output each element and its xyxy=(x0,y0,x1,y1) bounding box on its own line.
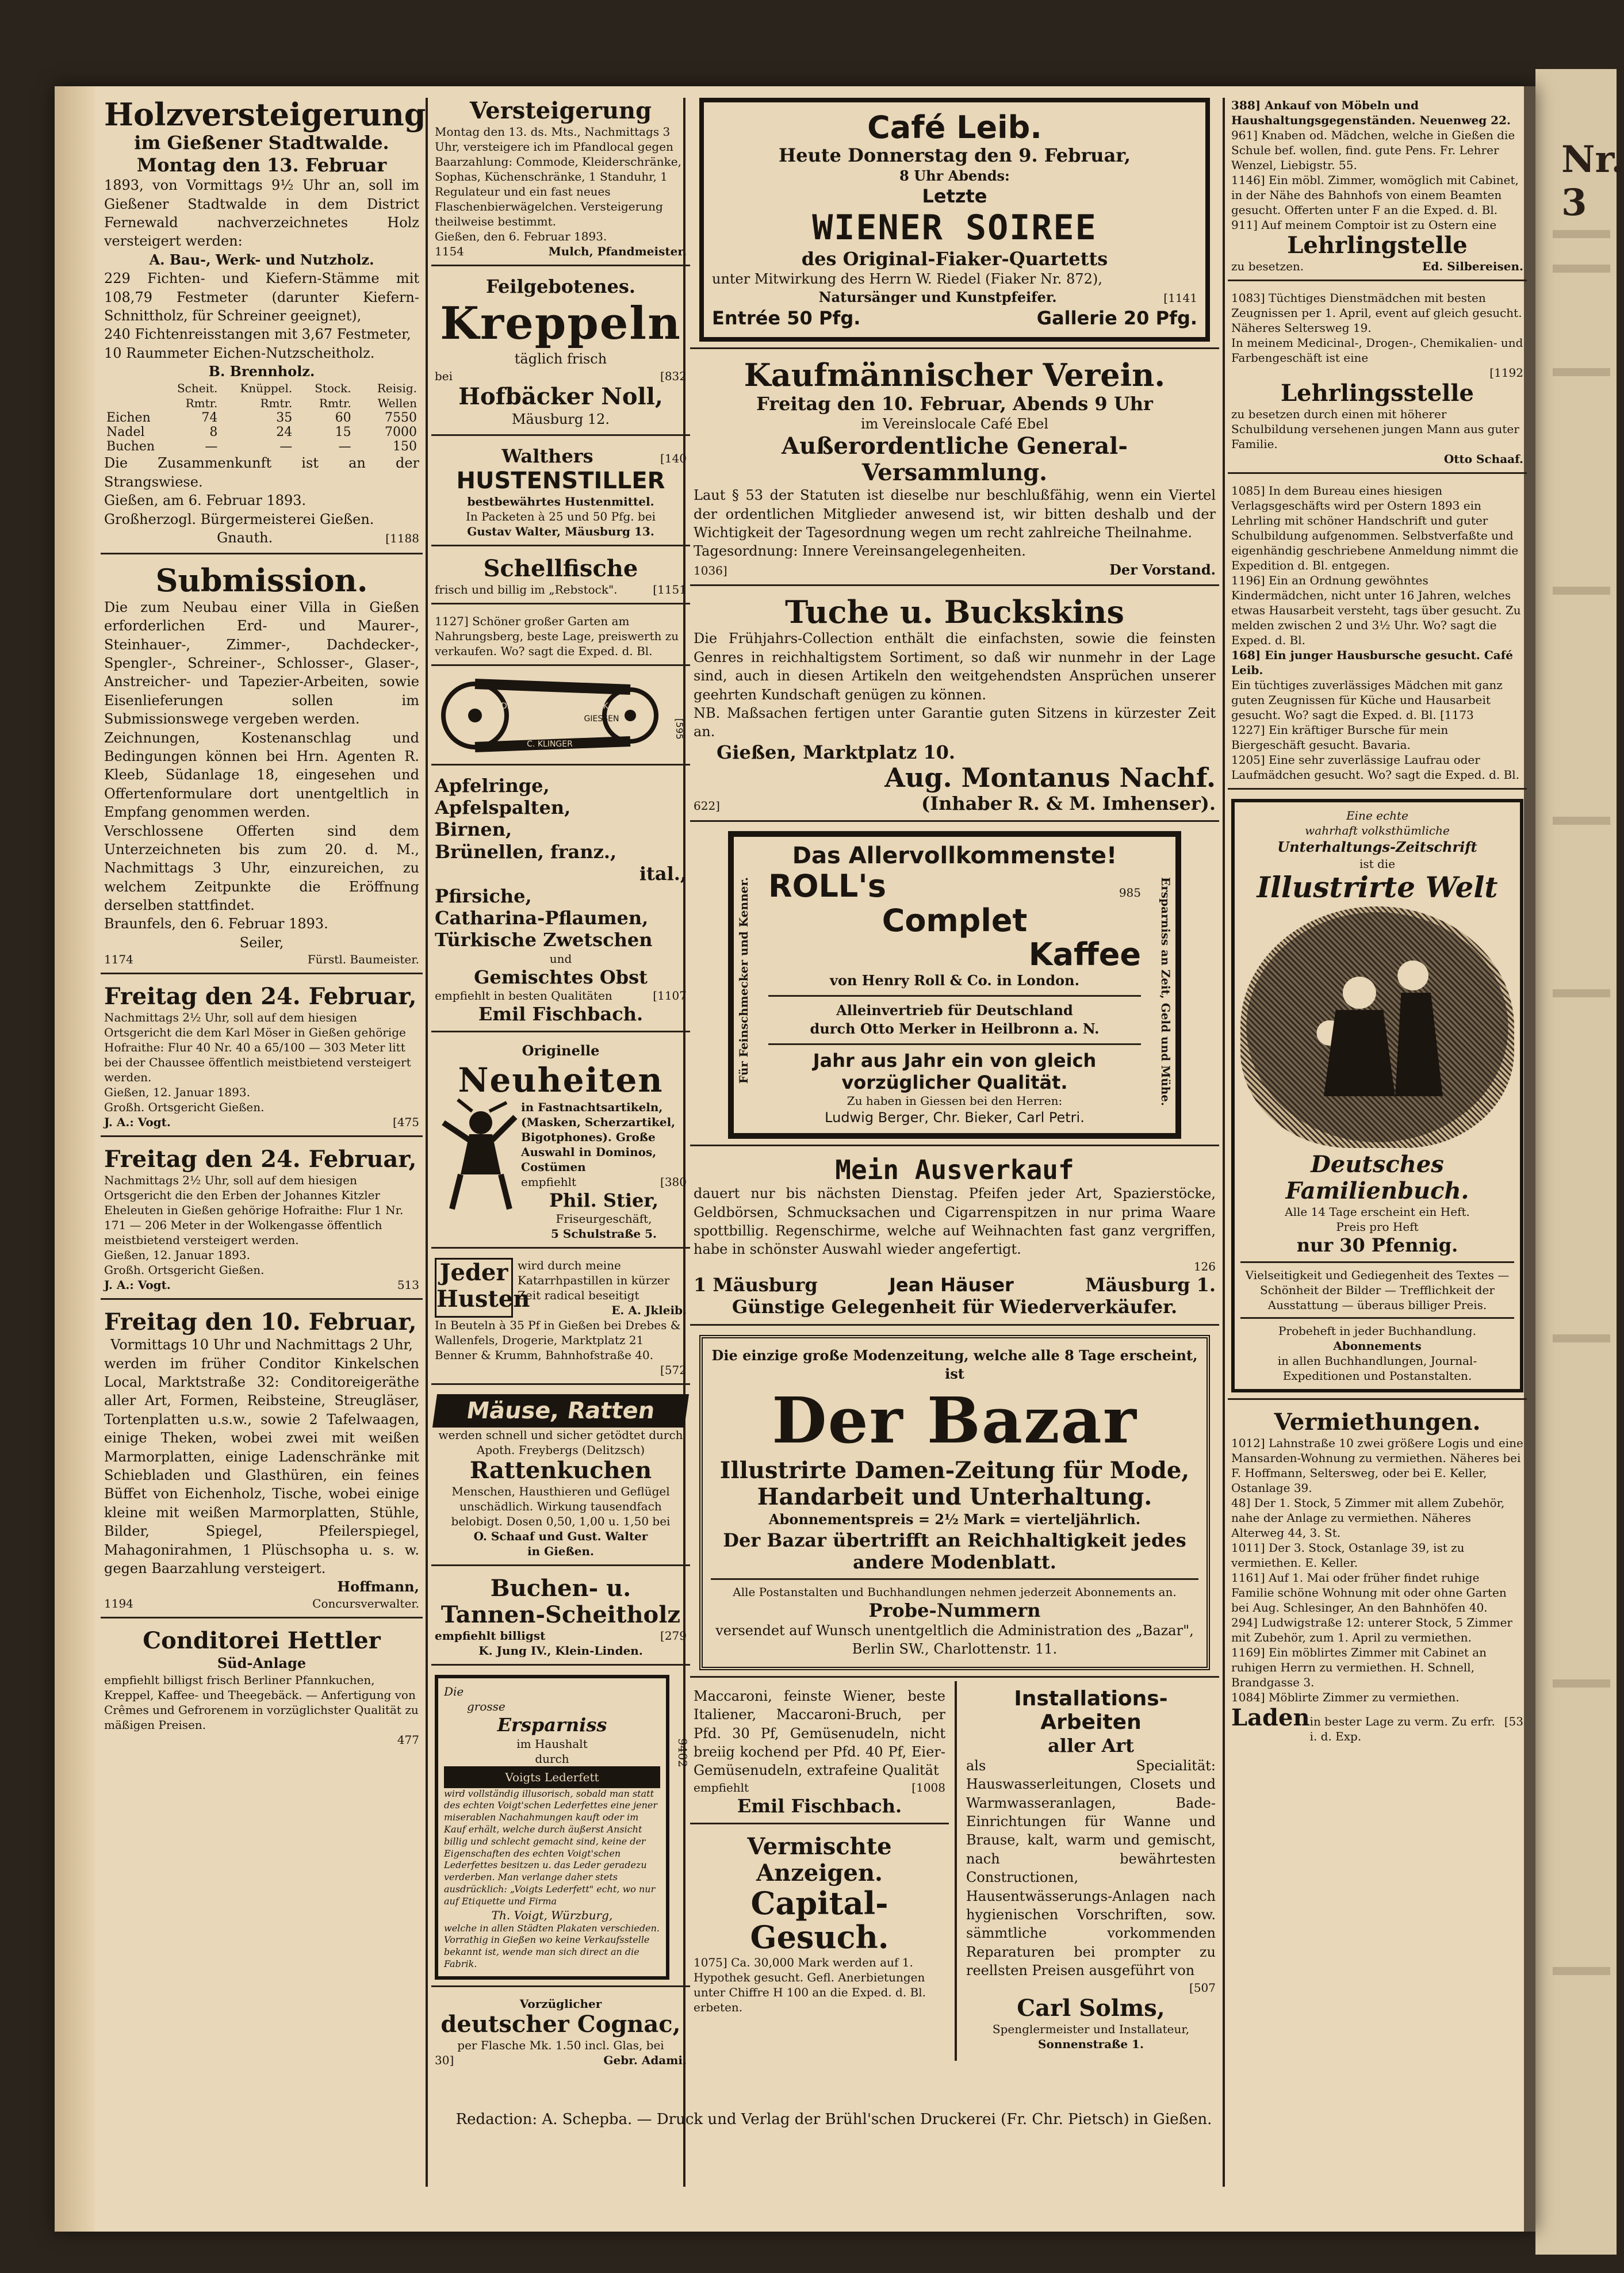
imprint-footer: Redaction: A. Schepba. — Druck und Verlag der Brühl'schen Druckerei (Fr. Chr. Pietsch) in Gießen. xyxy=(455,2111,1212,2128)
ad-number: 477 xyxy=(397,1732,419,1747)
obst-item: Türkische Zwetschen xyxy=(435,929,653,951)
ad-number: [380 xyxy=(660,1174,687,1189)
neuheiten-ad xyxy=(431,1036,690,1249)
small-ads xyxy=(1228,477,1527,790)
lehrling-body: zu besetzen durch einen mit höherer Schulbildung versehenen jungen Mann aus guter Familie. xyxy=(1231,407,1519,451)
illu-pre: Unterhaltungs-Zeitschrift xyxy=(1277,839,1477,855)
husten-body2: In Beuteln à 35 Pf in Gießen bei Drebes & Wallenfels, Drogerie, Marktplatz 21 Benner & Krumm, Bahnhofstraße 40. xyxy=(435,1318,681,1363)
installations-ad xyxy=(963,1681,1219,2057)
small-ad: 911] Auf meinem Comptoir ist zu Ostern eine xyxy=(1231,218,1497,232)
belt-text: GIESSEN xyxy=(584,714,619,724)
ausverkauf-footer: Günstige Gelegenheit für Wiederverkäufer. xyxy=(731,1296,1178,1318)
illu-frequency: Alle 14 Tage erscheint ein Heft. xyxy=(1285,1205,1470,1219)
scheitholz-body: empfiehlt billigst xyxy=(435,1629,546,1643)
garten-ad xyxy=(431,608,690,666)
husten-title: Jeder Husten xyxy=(435,1258,513,1318)
auction-sign: Großh. Ortsgericht Gießen. xyxy=(104,1100,265,1115)
cafe-line: des Original-Fiaker-Quartetts xyxy=(801,247,1108,270)
small-ad: 961] Knaben od. Mädchen, welche in Gießen die Schule bef. wollen, find. gute Pens. Fr. Lehrer Wenzel, Liebigstr. 55. xyxy=(1231,128,1515,172)
roll-claim: Jahr aus Jahr ein von gleich vorzüglicher Qualität. xyxy=(813,1049,1097,1093)
illu-title: Illustrirte Welt xyxy=(1257,870,1498,905)
auction-place: Gießen, 12. Januar 1893. xyxy=(104,1085,250,1100)
holz-section-a: A. Bau-, Werk- und Nutzholz. xyxy=(149,251,374,268)
ad-number: 1075] xyxy=(694,1955,727,1969)
lehrling-title: Lehrlingsstelle xyxy=(1281,380,1474,407)
obst-item: Brünellen, franz., xyxy=(435,840,617,863)
cafe-line: 8 Uhr Abends: xyxy=(899,167,1010,184)
bazar-ad xyxy=(690,1329,1219,1678)
schellfische-title: Schellfische xyxy=(483,554,638,582)
kreppeln-ad xyxy=(431,270,690,436)
lederfett-line: Ersparniss xyxy=(497,1714,607,1736)
vermiet-item: 1161] Auf 1. Mai oder früher findet ruhige Familie schöne Wohnung mit oder ohne Garten bei Aug. Schlesinger, An den Bahnhöfen 40. xyxy=(1231,1570,1507,1614)
ad-number: [475 xyxy=(393,1115,419,1130)
husten-who: E. A. Jkleib. xyxy=(611,1303,687,1318)
ausverkauf-address2: Mäusburg 1. xyxy=(1085,1273,1216,1296)
cognac-title: deutscher Cognac, xyxy=(441,2010,681,2038)
neuheiten-address: 5 Schulstraße 5. xyxy=(551,1227,657,1241)
neuheiten-title: Neuheiten xyxy=(458,1060,664,1100)
ad-number: 30] xyxy=(435,2053,454,2067)
tuche-title: Tuche u. Buckskins xyxy=(785,594,1124,631)
verein-title2: Außerordentliche General-Versammlung. xyxy=(782,433,1128,487)
small-ad: 1083] Tüchtiges Dienstmädchen mit besten Zeugnissen per 1. April, event auf gleich gesucht. Näheres Seltersweg 19. xyxy=(1231,291,1522,335)
vermiet-item: 1011] Der 3. Stock, Ostanlage 39, ist zu vermiethen. E. Keller. xyxy=(1231,1540,1465,1570)
illu-abo: Abonnements xyxy=(1333,1338,1422,1353)
holz-date: Montag den 13. Februar xyxy=(136,154,387,176)
maccaroni-body: Maccaroni, feinste Wiener, beste Italiener, Maccaroni-Bruch, per Pfd. 30 Pf, Gemüsenudeln, nicht breiig kochend per Pfd. 40 Pf, Eier-Gemüsenudeln, extrafeine Qualität xyxy=(694,1687,945,1779)
ad-number: 1127] xyxy=(435,614,469,628)
versteigerung-title: Versteigerung xyxy=(469,97,652,124)
small-ad: 1146] Ein möbl. Zimmer, womöglich mit Cabinet, in der Nähe des Bahnhofs von einem Beamten gesucht. Offerten unter F an die Exped. d. Bl. xyxy=(1231,173,1519,217)
ad-number: [279 xyxy=(660,1629,687,1643)
roll-dist: Alleinvertrieb für Deutschland xyxy=(836,1001,1073,1019)
column-rule xyxy=(426,98,428,2187)
tuche-body: Die Frühjahrs-Collection enthält die einfachsten, sowie die feinsten Genres in reichhaltigstem Sortiment, so daß wir nunmehr in der Lage sind, auch in diesen Artikeln den weitgehendsten Ansprüchen unserer geehrten Kundschaft genügen zu können. xyxy=(694,630,1216,703)
ad-number: 9402 xyxy=(676,1738,690,1768)
submission-body: Zeichnungen, Kostenanschlag und Bedingungen können bei Hrn. Agenten R. Kleeb, Südanlage 18, eingesehen und Offertenformulare dort unentgeltlich in Empfang genommen werden. xyxy=(104,729,419,821)
kreppeln-title: Kreppeln xyxy=(440,297,681,350)
inst-address: Sonnenstraße 1. xyxy=(1038,2037,1144,2051)
ausverkauf-address: 1 Mäusburg xyxy=(694,1273,818,1296)
small-ads xyxy=(1228,285,1527,474)
belt-text: C. KLINGER xyxy=(527,739,573,749)
conditorei-body: empfiehlt billigst frisch Berliner Pfannkuchen, Kreppel, Kaffee- und Theegebäck. — Anfertigung von Crêmes und Gefrorenem in vorzüglichster Qualität zu mäßigen Preisen. xyxy=(104,1673,419,1732)
neuheiten-body: in Fastnachtsartikeln, (Masken, Scherzartikel, Bigotphones). Große Auswahl in Dominos, Costümen xyxy=(521,1100,676,1174)
ad-number: [140 xyxy=(660,451,687,466)
lederfett-brand: Voigts Lederfett xyxy=(444,1766,660,1788)
auction-body: werden im früher Conditor Kinkelschen Local, Marktstraße 32: Conditoreigeräthe aller Art, Formen, Reibsteine, Streugläser, Tortenplatten u.s.w., sowie 2 Tafelwaagen, einige Theken, wobei zwei mit weißen Marmorplatten, einige Ladenschränke mit Schiebladen und Glasthüren, ein feines Büffet von Eichenholz, Tische, wobei einige kleine mit weißen Marmorplatten, Stühle, Bilder, Spiegel, Pfeilerspiegel, Mahagonirahmen, 1 Plüschsopha u. s. w. gegen Baarzahlung versteigert. xyxy=(104,1355,419,1576)
roll-maker: von Henry Roll & Co. in London. xyxy=(830,972,1079,989)
ad-number: [1107 xyxy=(653,989,687,1003)
bazar-price: Abonnementspreis = 2½ Mark = vierteljährlich. xyxy=(768,1511,1141,1528)
holz-section-b: B. Brennholz. xyxy=(208,363,315,380)
auction-signer: J. A.: Vogt. xyxy=(104,1115,171,1130)
bazar-subscribe: Alle Postanstalten und Buchhandlungen nehmen jederzeit Abonnements an. xyxy=(733,1585,1177,1599)
versteigerung-ad xyxy=(431,92,690,266)
bazar-subtitle: Illustrirte Damen-Zeitung für Mode, Handarbeit und Unterhaltung. xyxy=(719,1457,1190,1511)
garten-body: Schöner großer Garten am Nahrungsberg, beste Lage, preiswerth zu verkaufen. Wo? sagt die Exped. d. Bl. xyxy=(435,614,679,658)
maccaroni-ad xyxy=(690,1681,949,1824)
lederfett-body: wird vollständig illusorisch, sobald man statt des echten Voigt'schen Lederfettes eine jener miserablen Nachahmungen kauft oder im Kauf erhält, welche durch äußerst Ansicht billig und schlecht gemacht sind, keine der Eigenschaften des echten Voigt'schen Lederfettes besitzen u. das Leder geradezu verderben. Man verlange daher stets ausdrücklich: „Voigts Lederfett" echt, wo nur auf Etiquette und Firma xyxy=(444,1788,658,1907)
adjacent-page-spine xyxy=(1535,69,1624,2255)
hustenstiller-ad xyxy=(431,439,690,546)
holz-item: 240 Fichtenreisstangen mit 3,67 Festmeter, xyxy=(104,326,411,343)
small-ad: 388] Ankauf von Möbeln und Haushaltungsgegenständen. Neuenweg 22. xyxy=(1231,98,1511,127)
vermiet-item: 48] Der 1. Stock, 5 Zimmer mit allem Zubehör, nahe der Anlage zu vermiethen. Näheres Alterweg 44, 3. St. xyxy=(1231,1495,1505,1540)
auction-signer: Hoffmann, xyxy=(337,1578,419,1595)
verein-agenda: Tagesordnung: Innere Vereinsangelegenheiten. xyxy=(694,543,1026,560)
vermiet-item: 1012] Lahnstraße 10 zwei größere Logis und eine Mansarden-Wohnung zu vermiethen. Näheres bei F. Hoffmann, Seltersweg, oder bei E. Keller, Ostanlage 39. xyxy=(1231,1436,1523,1495)
cafe-entry: Entrée 50 Pfg. xyxy=(712,307,861,329)
lehrling-body: zu besetzen. xyxy=(1231,259,1304,273)
lederfett-line: Die xyxy=(444,1685,464,1699)
capital-body: Ca. 30,000 Mark werden auf 1. Hypothek gesucht. Gefl. Anerbietungen unter Chiffre H 100 an die Exped. d. Bl. erbeten. xyxy=(694,1955,926,2014)
ausverkauf-body: dauert nur bis nächsten Dienstag. Pfeifen jeder Art, Spazierstöcke, Geldbörsen, Schmucksachen und Cigarrenspitzen in nur prima Waare spottbillig. Regenschirme, welche auf Weihnachten fast ganz vergriffen, habe in schönster Auswahl wieder angefertigt. xyxy=(694,1185,1216,1258)
section-heading: Feilgebotenes. xyxy=(485,275,635,297)
hustenstiller-subtitle: bestbewährtes Hustenmittel. xyxy=(467,494,654,508)
ad-number: [507 xyxy=(1189,1980,1216,1995)
maccaroni-who: Emil Fischbach. xyxy=(737,1794,902,1817)
roll-title: Kaffee xyxy=(1028,936,1141,973)
vermiet-item: 1084] Möblirte Zimmer zu vermiethen. xyxy=(1231,1690,1460,1704)
tuche-place: Gießen, Marktplatz 10. xyxy=(717,741,956,763)
table-row: Nadel 8 24 15 7000 xyxy=(106,425,417,440)
schellfische-body: frisch und billig im „Rebstock". xyxy=(435,582,618,596)
ad-number: [1008 xyxy=(911,1780,945,1794)
small-ads xyxy=(1228,92,1527,281)
hustenstiller-maker: Walthers xyxy=(501,445,593,468)
scheitholz-title: Buchen- u. Tannen-Scheitholz xyxy=(441,1575,681,1629)
auction-title: Freitag den 10. Februar, xyxy=(104,1308,417,1336)
holz-item: 10 Raummeter Eichen-Nutzscheitholz. xyxy=(104,345,375,361)
illu-subtitle: Deutsches Familienbuch. xyxy=(1285,1151,1469,1205)
lehrling-who: Otto Schaaf. xyxy=(1443,452,1523,466)
vermiet-item: 294] Ludwigstraße 12: unterer Stock, 5 Zimmer mit Zubehör, zum 1. April zu vermiethen. xyxy=(1231,1615,1512,1644)
auction-ad xyxy=(101,978,423,1137)
scheitholz-ad xyxy=(431,1570,690,1666)
kreppeln-subtitle: täglich frisch xyxy=(514,351,607,368)
belt-text: LEDER-TREIB-RIEMEN-FABRIK xyxy=(491,701,608,711)
laden-title: Laden xyxy=(1231,1704,1310,1731)
small-ad: 1205] Eine sehr zuverlässige Laufrau oder Laufmädchen gesucht. Wo? sagt die Exped. d. Bl. xyxy=(1231,753,1520,782)
holz-item: 229 Fichten- und Kiefern-Stämme mit 108,79 Festmeter (darunter Kiefern-Schnittholz, für Schreiner geeignet), xyxy=(104,270,419,324)
bazar-head: Die einzige große Modenzeitung, welche alle 8 Tage erscheint, ist xyxy=(711,1346,1198,1382)
family-illustration-icon xyxy=(1240,906,1514,1148)
obst-item: Apfelringe, xyxy=(435,774,550,797)
illu-price-prefix: Preis pro Heft xyxy=(1336,1220,1419,1234)
table-row: Eichen 74 35 60 7550 xyxy=(106,411,417,426)
kreppeln-who: Hofbäcker Noll, xyxy=(458,382,663,410)
tuche-ad xyxy=(690,590,1219,822)
tuche-owner: (Inhaber R. & M. Imhenser). xyxy=(921,792,1216,814)
auction-subtitle: Vormittags 10 Uhr und Nachmittags 2 Uhr, xyxy=(110,1337,413,1353)
adjacent-page-number: Nr. 3 xyxy=(1561,138,1624,224)
kreppeln-address: Mäusburg 12. xyxy=(511,411,610,427)
auction-ad xyxy=(101,1141,423,1300)
obst-item: ital., xyxy=(639,863,687,885)
obst-footer: empfiehlt in besten Qualitäten xyxy=(435,989,612,1003)
holz-place: Gießen, am 6. Februar 1893. xyxy=(104,492,307,509)
schellfische-ad xyxy=(431,550,690,604)
ad-number: [572 xyxy=(660,1363,687,1377)
lehrling-who: Ed. Silbereisen. xyxy=(1422,259,1523,273)
cafe-gallery: Gallerie 20 Pfg. xyxy=(1036,307,1197,329)
versteigerung-place: Gießen, den 6. Februar 1893. xyxy=(435,229,607,243)
small-ad: Ein tüchtiges zuverlässiges Mädchen mit ganz guten Zeugnissen für Küche und Hausarbeit gesucht. Wo? sagt die Exped. d. Bl. [1173 xyxy=(1231,678,1503,722)
rattenkuchen-ad xyxy=(431,1388,690,1566)
verein-line: im Vereinslocale Café Ebel xyxy=(860,415,1049,432)
cafe-leib-ad xyxy=(690,92,1219,349)
illu-pre: wahrhaft volksthümliche xyxy=(1305,824,1450,837)
submission-signer: Seiler, xyxy=(239,934,284,951)
ad-number: [1141 xyxy=(1163,291,1197,305)
kreppeln-bei: bei xyxy=(435,369,453,383)
cafe-line: Natursänger und Kunstpfeifer. xyxy=(818,289,1057,306)
column-4 xyxy=(1228,92,1527,2192)
obst-item: Apfelspalten, xyxy=(435,796,571,818)
rattenkuchen-who: O. Schaaf und Gust. Walter xyxy=(473,1529,648,1544)
obst-ad xyxy=(431,769,690,1033)
cafe-line: unter Mitwirkung des Herrn W. Riedel (Fiaker Nr. 872), xyxy=(712,270,1102,287)
holz-subtitle: im Gießener Stadtwalde. xyxy=(134,132,389,154)
auction-signer: J. A.: Vogt. xyxy=(104,1278,171,1292)
roll-sellers: Ludwig Berger, Chr. Bieker, Carl Petri. xyxy=(825,1109,1085,1126)
verein-title: Kaufmännischer Verein. xyxy=(744,357,1166,394)
roll-dist2: durch Otto Merker in Heilbronn a. N. xyxy=(810,1020,1100,1038)
cafe-soiree-title: WIENER SOIREE xyxy=(812,207,1097,248)
auction-role: Concursverwalter. xyxy=(312,1596,419,1610)
holz-body: 1893, von Vormittags 9½ Uhr an, soll im Gießener Stadtwalde in dem District Fernewald nachverzeichnetes Holz versteigert werden: xyxy=(104,177,419,250)
illu-price: nur 30 Pfennig. xyxy=(1296,1234,1458,1257)
small-ad: 1196] Ein an Ordnung gewöhntes Kindermädchen, nicht unter 16 Jahren, welches etwas Hausarbeit versteht, tags über gesucht. Zu melden zwischen 2 und 3½ Uhr. Wo? sagt die Exped. d. Bl. xyxy=(1231,573,1521,647)
obst-item: Catharina-Pflaumen, xyxy=(435,906,649,929)
belt-illustration xyxy=(435,675,685,756)
lederfett-line: durch xyxy=(535,1751,569,1766)
roll-title: ROLL's xyxy=(768,868,886,905)
roll-where: Zu haben in Giessen bei den Herren: xyxy=(847,1094,1063,1108)
ad-number: 622] xyxy=(694,798,720,813)
verein-sign: Der Vorstand. xyxy=(1109,561,1216,578)
column-3 xyxy=(690,92,1219,2192)
lederfett-footer: welche in allen Städten Plakaten verschieden. Vorrathig in Gießen wo keine Verkaufsstelle bekannt ist, wende man sich direct an die Fabrik. xyxy=(444,1922,660,1969)
husten-ad xyxy=(431,1252,690,1385)
neuheiten-who: Phil. Stier, xyxy=(549,1189,658,1211)
ad-number: [1192 xyxy=(1489,366,1523,380)
rattenkuchen-banner: Mäuse, Ratten xyxy=(432,1394,689,1428)
scheitholz-who: K. Jung IV., Klein-Linden. xyxy=(478,1644,643,1658)
auction-title: Freitag den 24. Februar, xyxy=(104,983,417,1011)
inst-role: Spenglermeister und Installateur, xyxy=(992,2022,1190,2036)
verm-title: Vermischte Anzeigen. xyxy=(747,1833,892,1887)
illu-pre: Eine echte xyxy=(1346,809,1408,822)
versteigerung-signer: Mulch, Pfandmeister. xyxy=(548,244,687,258)
auction-ad xyxy=(101,1303,423,1618)
small-ad: 168] Ein junger Hausbursche gesucht. Café Leib. xyxy=(1231,648,1514,677)
inst-subtitle: aller Art xyxy=(1048,1734,1134,1757)
ad-number: [1188 xyxy=(385,531,419,546)
column-2 xyxy=(431,92,690,2192)
illu-description: Vielseitigkeit und Gediegenheit des Textes — Schönheit der Bilder — Trefflichkeit der Ausstattung — überaus billiger Preis. xyxy=(1245,1268,1510,1312)
illu-pre: ist die xyxy=(1359,857,1396,871)
ad-number: 513 xyxy=(397,1278,419,1292)
rattenkuchen-place: in Gießen. xyxy=(527,1544,594,1559)
vermiethungen xyxy=(1228,1403,1527,1750)
small-ad: 1227] Ein kräftiger Bursche für mein Biergeschäft gesucht. Bavaria. xyxy=(1231,723,1449,752)
verein-body: Laut § 53 der Statuten ist dieselbe nur beschlußfähig, wenn ein Viertel der ordentlichen Mitglieder anwesend ist, wir bitten deshalb und der Wichtigkeit der Tagesordnung wegen um recht zahlreiche Theilnahme. xyxy=(694,487,1216,541)
lederfett-firm: Th. Voigt, Würzburg, xyxy=(491,1908,613,1922)
hustenstiller-title: HUSTENSTILLER xyxy=(456,467,665,494)
inst-body: als Specialität: Hauswasserleitungen, Closets und Warmwasseranlagen, Bade-Einrichtungen für Wanne und Brause, kalt, warm und gemischt, nach bewährtesten Constructionen, Hausentwässerungs-Anlagen nach hygienischen Vorschriften, sow. sämmtliche vorkommenden Reparaturen bei prompter zu reellsten Preisen ausgeführt von xyxy=(966,1757,1216,1979)
cafe-title: Café Leib. xyxy=(867,109,1042,146)
ad-number: 1036] xyxy=(694,563,727,577)
rattenkuchen-body2: Menschen, Hausthieren und Geflügel unschädlich. Wirkung tausendfach belobigt. Dosen 0,50, 1,00 u. 1,50 bei xyxy=(451,1484,671,1529)
table-header: Scheit. Rmtr. Knüppel. Rmtr. Stock. Rmtr. Reisig. Wellen xyxy=(177,381,417,411)
ausverkauf-title: Mein Ausverkauf xyxy=(835,1154,1074,1185)
cognac-who: Gebr. Adami. xyxy=(603,2053,687,2067)
auction-sign: Großh. Ortsgericht Gießen. xyxy=(104,1263,265,1277)
holz-signer: Gnauth. xyxy=(217,530,273,546)
roll-left-text: Für Feinschmecker und Kenner. xyxy=(737,877,750,1084)
cognac-body: per Flasche Mk. 1.50 incl. Glas, bei xyxy=(457,2038,664,2052)
holz-table xyxy=(104,381,419,454)
tuche-nb: NB. Maßsachen fertigen unter Garantie guten Sitzens in kürzester Zeit an. xyxy=(694,705,1216,740)
ad-number: 1154 xyxy=(435,244,464,258)
inst-who: Carl Solms, xyxy=(1017,1994,1165,2022)
neuheiten-emp: empfiehlt xyxy=(521,1174,577,1189)
obst-item: Gemischtes Obst xyxy=(474,966,648,988)
lederfett-line: grosse xyxy=(467,1700,505,1714)
tuche-firm: Aug. Montanus Nachf. xyxy=(884,762,1216,794)
capital-ad xyxy=(690,1828,949,2021)
rattenkuchen-title: Rattenkuchen xyxy=(469,1457,652,1484)
holz-ad xyxy=(101,92,426,554)
holz-meeting: Die Zusammenkunft ist an der Strangswiese. xyxy=(104,455,419,490)
small-ad: In meinem Medicinal-, Drogen-, Chemikalien- und Farbengeschäft ist eine xyxy=(1231,336,1523,365)
family-illustration xyxy=(1240,906,1514,1148)
ad-number: 1174 xyxy=(104,952,133,967)
versteigerung-body: Montag den 13. ds. Mts., Nachmittags 3 Uhr, versteigere ich im Pfandlocal gegen Baarzahlung: Commode, Kleiderschränke, Sophas, Küchenschränke, 1 Standuhr, 1 Regulateur und ein fast neues Flaschenbierwägelchen. Versteigerung theilweise bestimmt. xyxy=(435,125,681,228)
submission-place: Braunfels, den 6. Februar 1893. xyxy=(104,916,328,932)
cognac-ad xyxy=(431,1991,690,2073)
ad-number: [53 xyxy=(1504,1714,1523,1728)
obst-item: Birnen, xyxy=(435,818,512,841)
auction-title: Freitag den 24. Februar, xyxy=(104,1146,417,1173)
lederfett-line: im Haushalt xyxy=(516,1736,588,1751)
column-rule xyxy=(1223,98,1225,2187)
submission-ad xyxy=(101,558,423,974)
obst-item: und xyxy=(549,951,572,966)
hustenstiller-who: Gustav Walter, Mäusburg 13. xyxy=(467,524,654,538)
neuheiten-role: Friseurgeschäft, xyxy=(556,1212,652,1226)
neuheiten-pre: Originelle xyxy=(522,1042,600,1059)
laden-body: in bester Lage zu verm. Zu erfr. i. d. Exp. xyxy=(1309,1714,1495,1743)
obst-item: Pfirsiche, xyxy=(435,885,532,907)
roll-kaffee-ad xyxy=(690,825,1219,1146)
jester-illustration-icon xyxy=(435,1100,521,1215)
submission-body: Die zum Neubau einer Villa in Gießen erforderlichen Erd- und Maurer-, Steinhauer-, Zimmer-, Dachdecker-, Spengler-, Schreiner-, Schlosser-, Glaser-, Anstreicher- und Tapezier-Arbeiten, sowie Eisenlieferungen sollen im Submissionswege vergeben werden. xyxy=(104,599,419,728)
auction-body: Nachmittags 2½ Uhr, soll auf dem hiesigen Ortsgericht die dem Karl Möser in Gießen gehörige Hofraithe: Flur 40 Nr. 40 a 65/100 — 303 Meter litt bei der Chaussee öffentlich meistbietend versteigert werden. xyxy=(104,1011,411,1085)
submission-title: Submission. xyxy=(155,562,368,599)
ausverkauf-ad xyxy=(690,1150,1219,1326)
inst-title: Installations-Arbeiten xyxy=(1014,1686,1168,1735)
ad-number: [1151 xyxy=(653,582,687,596)
ad-number: 126 xyxy=(1193,1259,1216,1273)
column-1 xyxy=(101,92,426,2192)
submission-body: Verschlossene Offerten sind dem Unterzeichneten bis zum 20. d. M., Nachmittags 3 Uhr, einzureichen, zu welchem Zeitpunkte die Eröffnung derselben stattfindet. xyxy=(104,822,419,914)
table-row: Buchen — — — 150 xyxy=(106,439,417,454)
vermiet-title: Vermiethungen. xyxy=(1274,1408,1481,1436)
auction-place: Gießen, 12. Januar 1893. xyxy=(104,1248,250,1262)
bazar-footer: versendet auf Wunsch unentgeltlich die Administration des „Bazar", Berlin SW., Charlottenstr. 11. xyxy=(715,1622,1194,1658)
ausverkauf-who: Jean Häuser xyxy=(889,1273,1014,1296)
cognac-pre: Vorzüglicher xyxy=(519,1996,602,2011)
verein-line: Freitag den 10. Februar, Abends 9 Uhr xyxy=(756,392,1153,415)
holz-sign: Großherzogl. Bürgermeisterei Gießen. xyxy=(104,511,374,527)
leather-belt-ad xyxy=(431,669,690,766)
conditorei-title: Conditorei Hettler xyxy=(143,1627,381,1654)
cafe-line: Heute Donnerstag den 9. Februar, xyxy=(779,144,1131,167)
auction-body: Nachmittags 2½ Uhr, soll auf dem hiesigen Ortsgericht die den Erben der Johannes Kitzler Eheleuten in Gießen gehörige Hofraithe: Flur 1 Nr. 171 — 206 Meter in der Wolkengasse öffentlich meistbietend versteigert werden. xyxy=(104,1173,404,1248)
hustenstiller-body: In Packeten à 25 und 50 Pfg. bei xyxy=(465,509,656,523)
illustrirte-welt-ad xyxy=(1228,793,1527,1400)
husten-body: wird durch meine Katarrhpastillen in kürzer Zeit radical beseitigt xyxy=(518,1258,670,1303)
capital-title: Capital-Gesuch. xyxy=(750,1885,889,1956)
cafe-line: Letzte xyxy=(922,185,987,208)
holz-title: Holzversteigerung xyxy=(104,96,426,133)
maccaroni-emp: empfiehlt xyxy=(694,1780,749,1794)
bazar-claim: Der Bazar übertrifft an Reichhaltigkeit jedes andere Modenblatt. xyxy=(723,1529,1186,1574)
ad-number: [832 xyxy=(660,369,687,383)
conditorei-ad xyxy=(101,1622,423,1753)
illu-probe: Probeheft in jeder Buchhandlung. xyxy=(1278,1323,1476,1338)
bazar-title: Der Bazar xyxy=(772,1383,1137,1458)
bazar-probe: Probe-Nummern xyxy=(868,1599,1041,1621)
obst-who: Emil Fischbach. xyxy=(478,1003,644,1025)
roll-head: Das Allervollkommenste! xyxy=(792,843,1117,870)
ad-number: 1194 xyxy=(104,1596,133,1610)
small-ad: 1085] In dem Bureau eines hiesigen Verlagsgeschäfts wird per Ostern 1893 ein Lehrling mit schöner Handschrift und guter Schulbildung aufgenommen. Selbstverfaßte und eigenhändig geschriebene Anmeldung nimmt die Expedition d. Bl. entgegen. xyxy=(1231,484,1519,572)
conditorei-subtitle: Süd-Anlage xyxy=(217,1654,307,1671)
kaufm-verein-ad xyxy=(690,353,1219,586)
rattenkuchen-body: werden schnell und sicher getödtet durch Apoth. Freybergs (Delitzsch) xyxy=(438,1428,683,1457)
roll-title: Complet xyxy=(882,902,1028,939)
roll-right-text: Ersparniss an Zeit, Geld und Mühe. xyxy=(1159,877,1173,1107)
ad-number: 985 xyxy=(1119,886,1141,900)
lehrling-title: Lehrlingstelle xyxy=(1287,232,1468,259)
vermiet-item: 1169] Ein möblirtes Zimmer mit Cabinet an ruhigen Herrn zu vermiethen. H. Schnell, Brandgasse 3. xyxy=(1231,1645,1487,1689)
submission-role: Fürstl. Baumeister. xyxy=(307,952,419,967)
lederfett-ad xyxy=(431,1669,690,1987)
ad-number: [595 xyxy=(674,718,685,740)
illu-abo2: in allen Buchhandlungen, Journal-Expeditionen und Postanstalten. xyxy=(1277,1353,1477,1383)
